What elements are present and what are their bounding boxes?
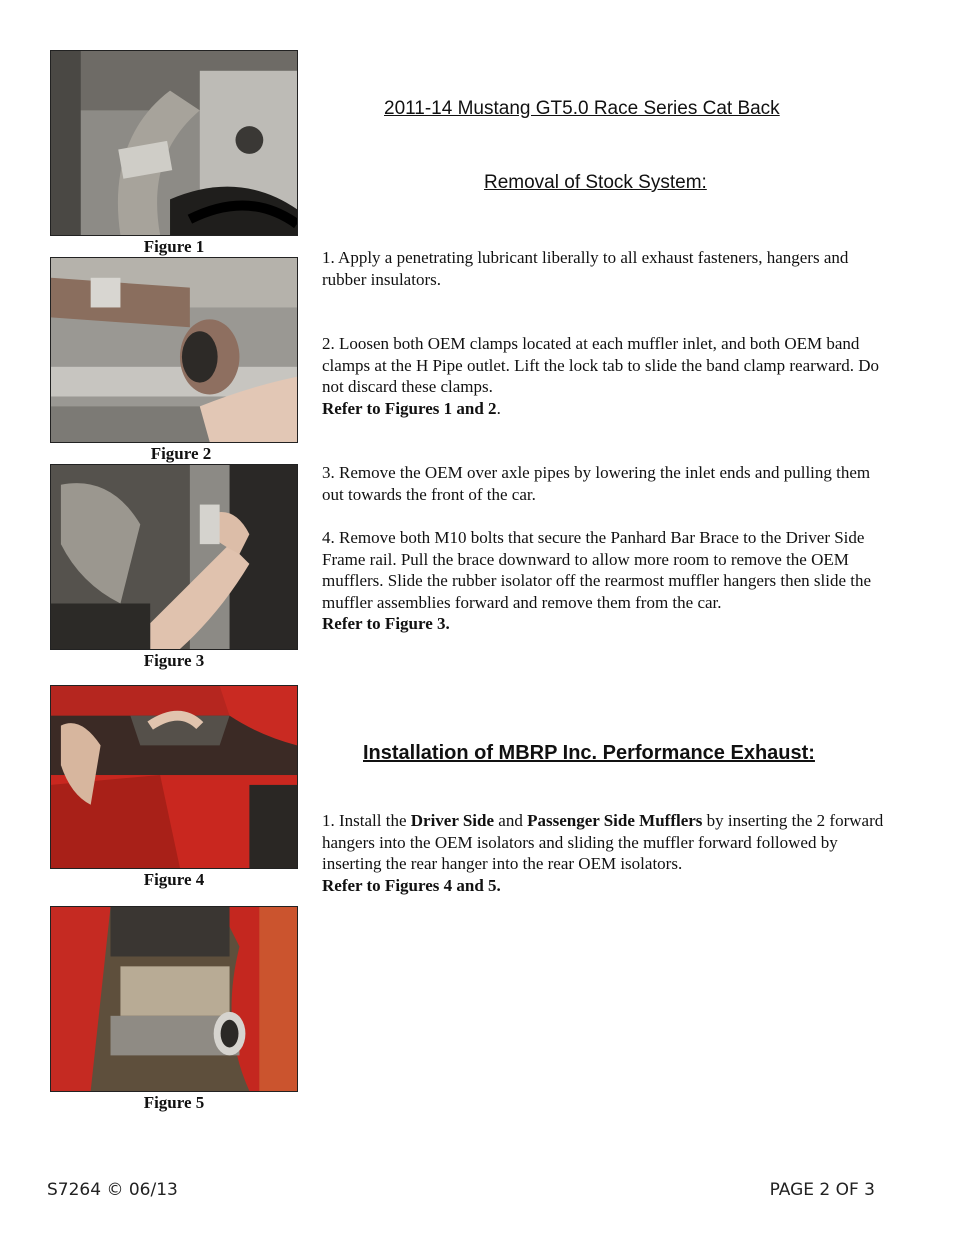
figure-1-caption: Figure 1 bbox=[143, 237, 205, 256]
figure-4-photo bbox=[50, 685, 298, 869]
figure-4-caption: Figure 4 bbox=[143, 870, 205, 889]
install-step-1-part-c: and bbox=[494, 811, 528, 830]
install-step-1-text bbox=[322, 810, 887, 896]
step-2-reference: Refer to Figures 1 and 2 bbox=[322, 398, 497, 418]
step-1-text bbox=[322, 247, 887, 290]
installation-heading: Installation of MBRP Inc. Performance Exhaust: bbox=[363, 742, 815, 764]
install-step-1-part-e: by inserting the 2 forward hangers into the OEM isolators and sliding the muffler forward followed by inserting the rear hanger into the rear OEM isolators. bbox=[322, 811, 884, 874]
step-2-reference-period: . bbox=[496, 398, 501, 418]
driver-side-label: Driver Side bbox=[410, 811, 495, 830]
footer-page-number: PAGE 2 OF 3 bbox=[769, 1180, 875, 1200]
install-step-1-part-a: 1. Install the bbox=[322, 811, 411, 830]
figure-3-caption: Figure 3 bbox=[143, 651, 205, 670]
passenger-side-mufflers-label: Passenger Side Mufflers bbox=[527, 811, 703, 830]
step-4-reference: Refer to Figure 3. bbox=[322, 614, 450, 634]
step-4-text bbox=[322, 527, 887, 635]
step-4-body: 4. Remove both M10 bolts that secure the Panhard Bar Brace to the Driver Side Frame rail. Pull the brace downward to allow more room to remove the OEM mufflers. Slide the rubber isolator off the rearmost muffler hangers then slide the muffler assemblies forward and remove them from the car. bbox=[322, 528, 872, 612]
figure-3-photo bbox=[50, 464, 298, 650]
figure-5-photo bbox=[50, 906, 298, 1092]
figure-2-photo bbox=[50, 257, 298, 443]
figure-2-caption: Figure 2 bbox=[150, 444, 212, 463]
step-1-body: 1. Apply a penetrating lubricant liberally to all exhaust fasteners, hangers and rubber insulators. bbox=[322, 248, 849, 289]
step-2-body: 2. Loosen both OEM clamps located at each muffler inlet, and both OEM band clamps at the H Pipe outlet. Lift the lock tab to slide the band clamp rearward. Do not discard these clamps. bbox=[322, 334, 880, 397]
step-3-text bbox=[322, 462, 887, 505]
footer-part-number: S7264 © 06/13 bbox=[47, 1180, 178, 1200]
figure-1-photo bbox=[50, 50, 298, 236]
removal-heading: Removal of Stock System: bbox=[484, 172, 707, 193]
step-3-body: 3. Remove the OEM over axle pipes by lowering the inlet ends and pulling them out towards the front of the car. bbox=[322, 463, 871, 504]
document-title: 2011-14 Mustang GT5.0 Race Series Cat Back bbox=[384, 98, 780, 119]
step-2-text bbox=[322, 333, 887, 419]
figure-5-caption: Figure 5 bbox=[143, 1093, 205, 1112]
install-step-1-reference: Refer to Figures 4 and 5. bbox=[322, 875, 501, 895]
